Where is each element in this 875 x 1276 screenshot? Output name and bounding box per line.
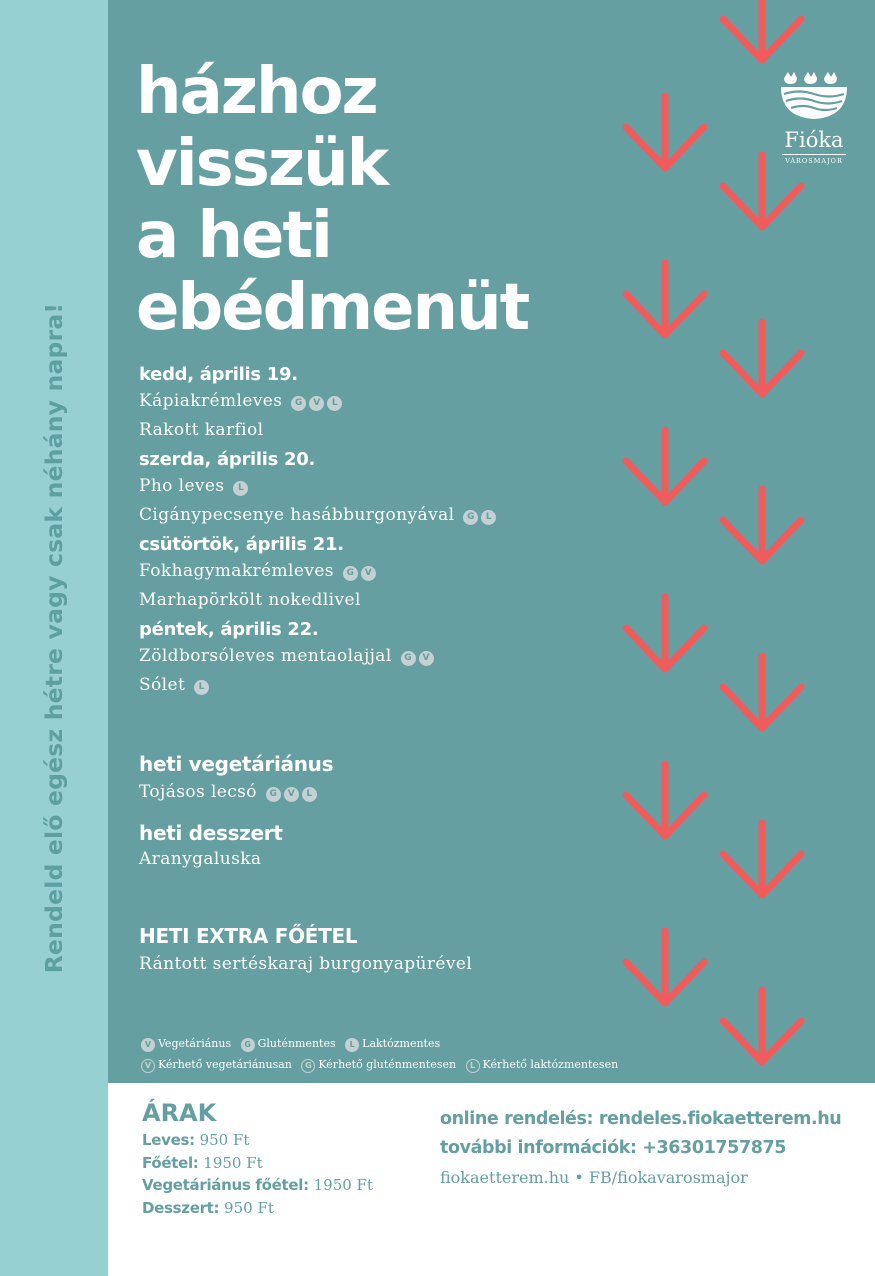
down-arrow-icon xyxy=(723,489,801,561)
price-row xyxy=(142,1174,373,1197)
legend-row xyxy=(141,1054,624,1075)
headline-line: a heti xyxy=(136,199,331,273)
down-arrow-icon xyxy=(723,656,801,728)
dish-item xyxy=(139,642,609,671)
dish-name: Rántott sertéskaraj burgonyapürével xyxy=(139,954,473,974)
down-arrow-icon xyxy=(626,597,704,669)
online-order-link[interactable]: online rendelés: rendeles.fiokaetterem.hu xyxy=(440,1109,842,1129)
side-slogan-text: Rendeld elő egész hétre vagy csak néhány napra! xyxy=(40,302,68,974)
dish-name: Cigánypecsenye hasábburgonyával xyxy=(139,505,455,525)
day-block xyxy=(139,533,609,615)
tag-badge: G xyxy=(401,651,416,666)
price-value: 950 Ft xyxy=(199,1131,250,1149)
price-label: Főétel: xyxy=(142,1153,199,1172)
legend-label: Vegetáriánus xyxy=(158,1037,232,1050)
legend-label: Laktózmentes xyxy=(362,1037,441,1050)
tag-legend xyxy=(141,1033,624,1075)
tag-badge: G xyxy=(241,1038,255,1052)
menu-panel xyxy=(108,0,875,1083)
down-arrow-icon xyxy=(626,96,704,168)
tag-badge: L xyxy=(481,510,496,525)
day-heading: szerda, április 20. xyxy=(139,449,315,470)
fioka-logo xyxy=(778,68,850,165)
legend-label: Kérhető vegetáriánusan xyxy=(158,1058,292,1071)
dish-item xyxy=(139,501,609,530)
tag-badge: G xyxy=(463,510,478,525)
down-arrow-icon xyxy=(723,322,801,394)
info-footer xyxy=(108,1083,875,1276)
legend-item xyxy=(141,1054,292,1075)
tag-badge: V xyxy=(284,787,299,802)
tag-badge-outline: L xyxy=(466,1059,480,1073)
extra-heading: HETI EXTRA FŐÉTEL xyxy=(139,924,358,948)
down-arrow-icon xyxy=(626,263,704,335)
price-label: Leves: xyxy=(142,1131,195,1149)
price-row xyxy=(142,1197,373,1220)
contact-info xyxy=(440,1105,841,1192)
dish-item xyxy=(139,472,609,501)
tag-badge: L xyxy=(327,396,342,411)
down-arrow-icon xyxy=(723,0,801,60)
dish-name: Sólet xyxy=(139,675,186,695)
dish-item xyxy=(139,416,609,445)
legend-item xyxy=(141,1033,231,1054)
headline-line: visszük xyxy=(136,127,388,201)
day-heading: péntek, április 22. xyxy=(139,619,319,640)
dish-name: Kápiakrémleves xyxy=(139,391,283,411)
logo-subtitle: VÁROSMAJOR xyxy=(782,154,846,165)
dish-name: Aranygaluska xyxy=(139,849,262,869)
dish-name: Tojásos lecsó xyxy=(139,782,257,802)
down-arrow-icon xyxy=(723,823,801,895)
down-arrow-icon xyxy=(626,430,704,502)
day-block xyxy=(139,618,609,700)
legend-item xyxy=(241,1033,336,1054)
price-label: Vegetáriánus főétel: xyxy=(142,1176,309,1194)
tag-badge: L xyxy=(233,481,248,496)
dish-name: Zöldborsóleves mentaolajjal xyxy=(139,646,392,666)
dish-item xyxy=(139,950,609,979)
dish-name: Pho leves xyxy=(139,476,225,496)
prices-title: ÁRAK xyxy=(142,1099,217,1127)
tag-badge: V xyxy=(361,566,376,581)
tag-badge: G xyxy=(291,396,306,411)
tag-badge: V xyxy=(419,651,434,666)
price-label: Desszert: xyxy=(142,1198,220,1217)
dish-item xyxy=(139,586,609,615)
tag-badge: G xyxy=(266,787,281,802)
day-heading: csütörtök, április 21. xyxy=(139,534,344,555)
legend-row xyxy=(141,1033,624,1054)
price-row xyxy=(142,1129,373,1152)
dish-name: Rakott karfiol xyxy=(139,420,264,440)
price-row xyxy=(142,1152,373,1175)
day-block xyxy=(139,448,609,530)
day-heading: kedd, április 19. xyxy=(139,364,298,385)
tag-badge: G xyxy=(343,566,358,581)
legend-label: Kérhető laktózmentesen xyxy=(482,1058,619,1071)
dish-item xyxy=(139,387,609,416)
down-arrow-icon xyxy=(723,990,801,1062)
side-band xyxy=(0,0,108,1276)
price-value: 950 Ft xyxy=(224,1198,274,1217)
headline-line: ebédmenüt xyxy=(136,271,529,345)
dessert-heading: heti desszert xyxy=(139,821,283,845)
price-value: 1950 Ft xyxy=(203,1153,263,1172)
dish-item xyxy=(139,847,609,871)
tag-badge-outline: V xyxy=(141,1059,155,1073)
phone-info[interactable]: további információk: +36301757875 xyxy=(440,1138,787,1158)
headline-line: házhoz xyxy=(136,55,377,129)
down-arrow-icon xyxy=(626,931,704,1003)
headline xyxy=(136,56,528,344)
web-links[interactable]: fiokaetterem.hu • FB/fiokavarosmajor xyxy=(440,1168,748,1187)
legend-label: Gluténmentes xyxy=(257,1037,336,1050)
tag-badge-outline: G xyxy=(301,1059,315,1073)
dish-name: Fokhagymakrémleves xyxy=(139,561,334,581)
weekly-menu xyxy=(139,363,609,979)
price-list xyxy=(142,1099,373,1219)
vegetarian-heading: heti vegetáriánus xyxy=(139,752,334,776)
dessert-block xyxy=(139,819,609,871)
dish-item xyxy=(139,557,609,586)
price-value: 1950 Ft xyxy=(313,1176,373,1194)
vegetarian-block xyxy=(139,750,609,807)
legend-item xyxy=(345,1033,440,1054)
logo-name: Fióka xyxy=(784,128,844,152)
day-block xyxy=(139,363,609,445)
dish-item xyxy=(139,671,609,700)
tag-badge: L xyxy=(302,787,317,802)
legend-item xyxy=(466,1054,619,1075)
down-arrow-icon xyxy=(626,764,704,836)
legend-label: Kérhető gluténmentesen xyxy=(318,1058,457,1071)
tag-badge: V xyxy=(141,1038,155,1052)
bird-logo-icon xyxy=(778,68,850,122)
tag-badge: L xyxy=(345,1038,359,1052)
legend-item xyxy=(301,1054,456,1075)
tag-badge: L xyxy=(194,680,209,695)
dish-name: Marhapörkölt nokedlivel xyxy=(139,590,361,610)
down-arrow-icon xyxy=(723,155,801,227)
extra-block xyxy=(139,922,609,979)
tag-badge: V xyxy=(309,396,324,411)
dish-item xyxy=(139,778,609,807)
